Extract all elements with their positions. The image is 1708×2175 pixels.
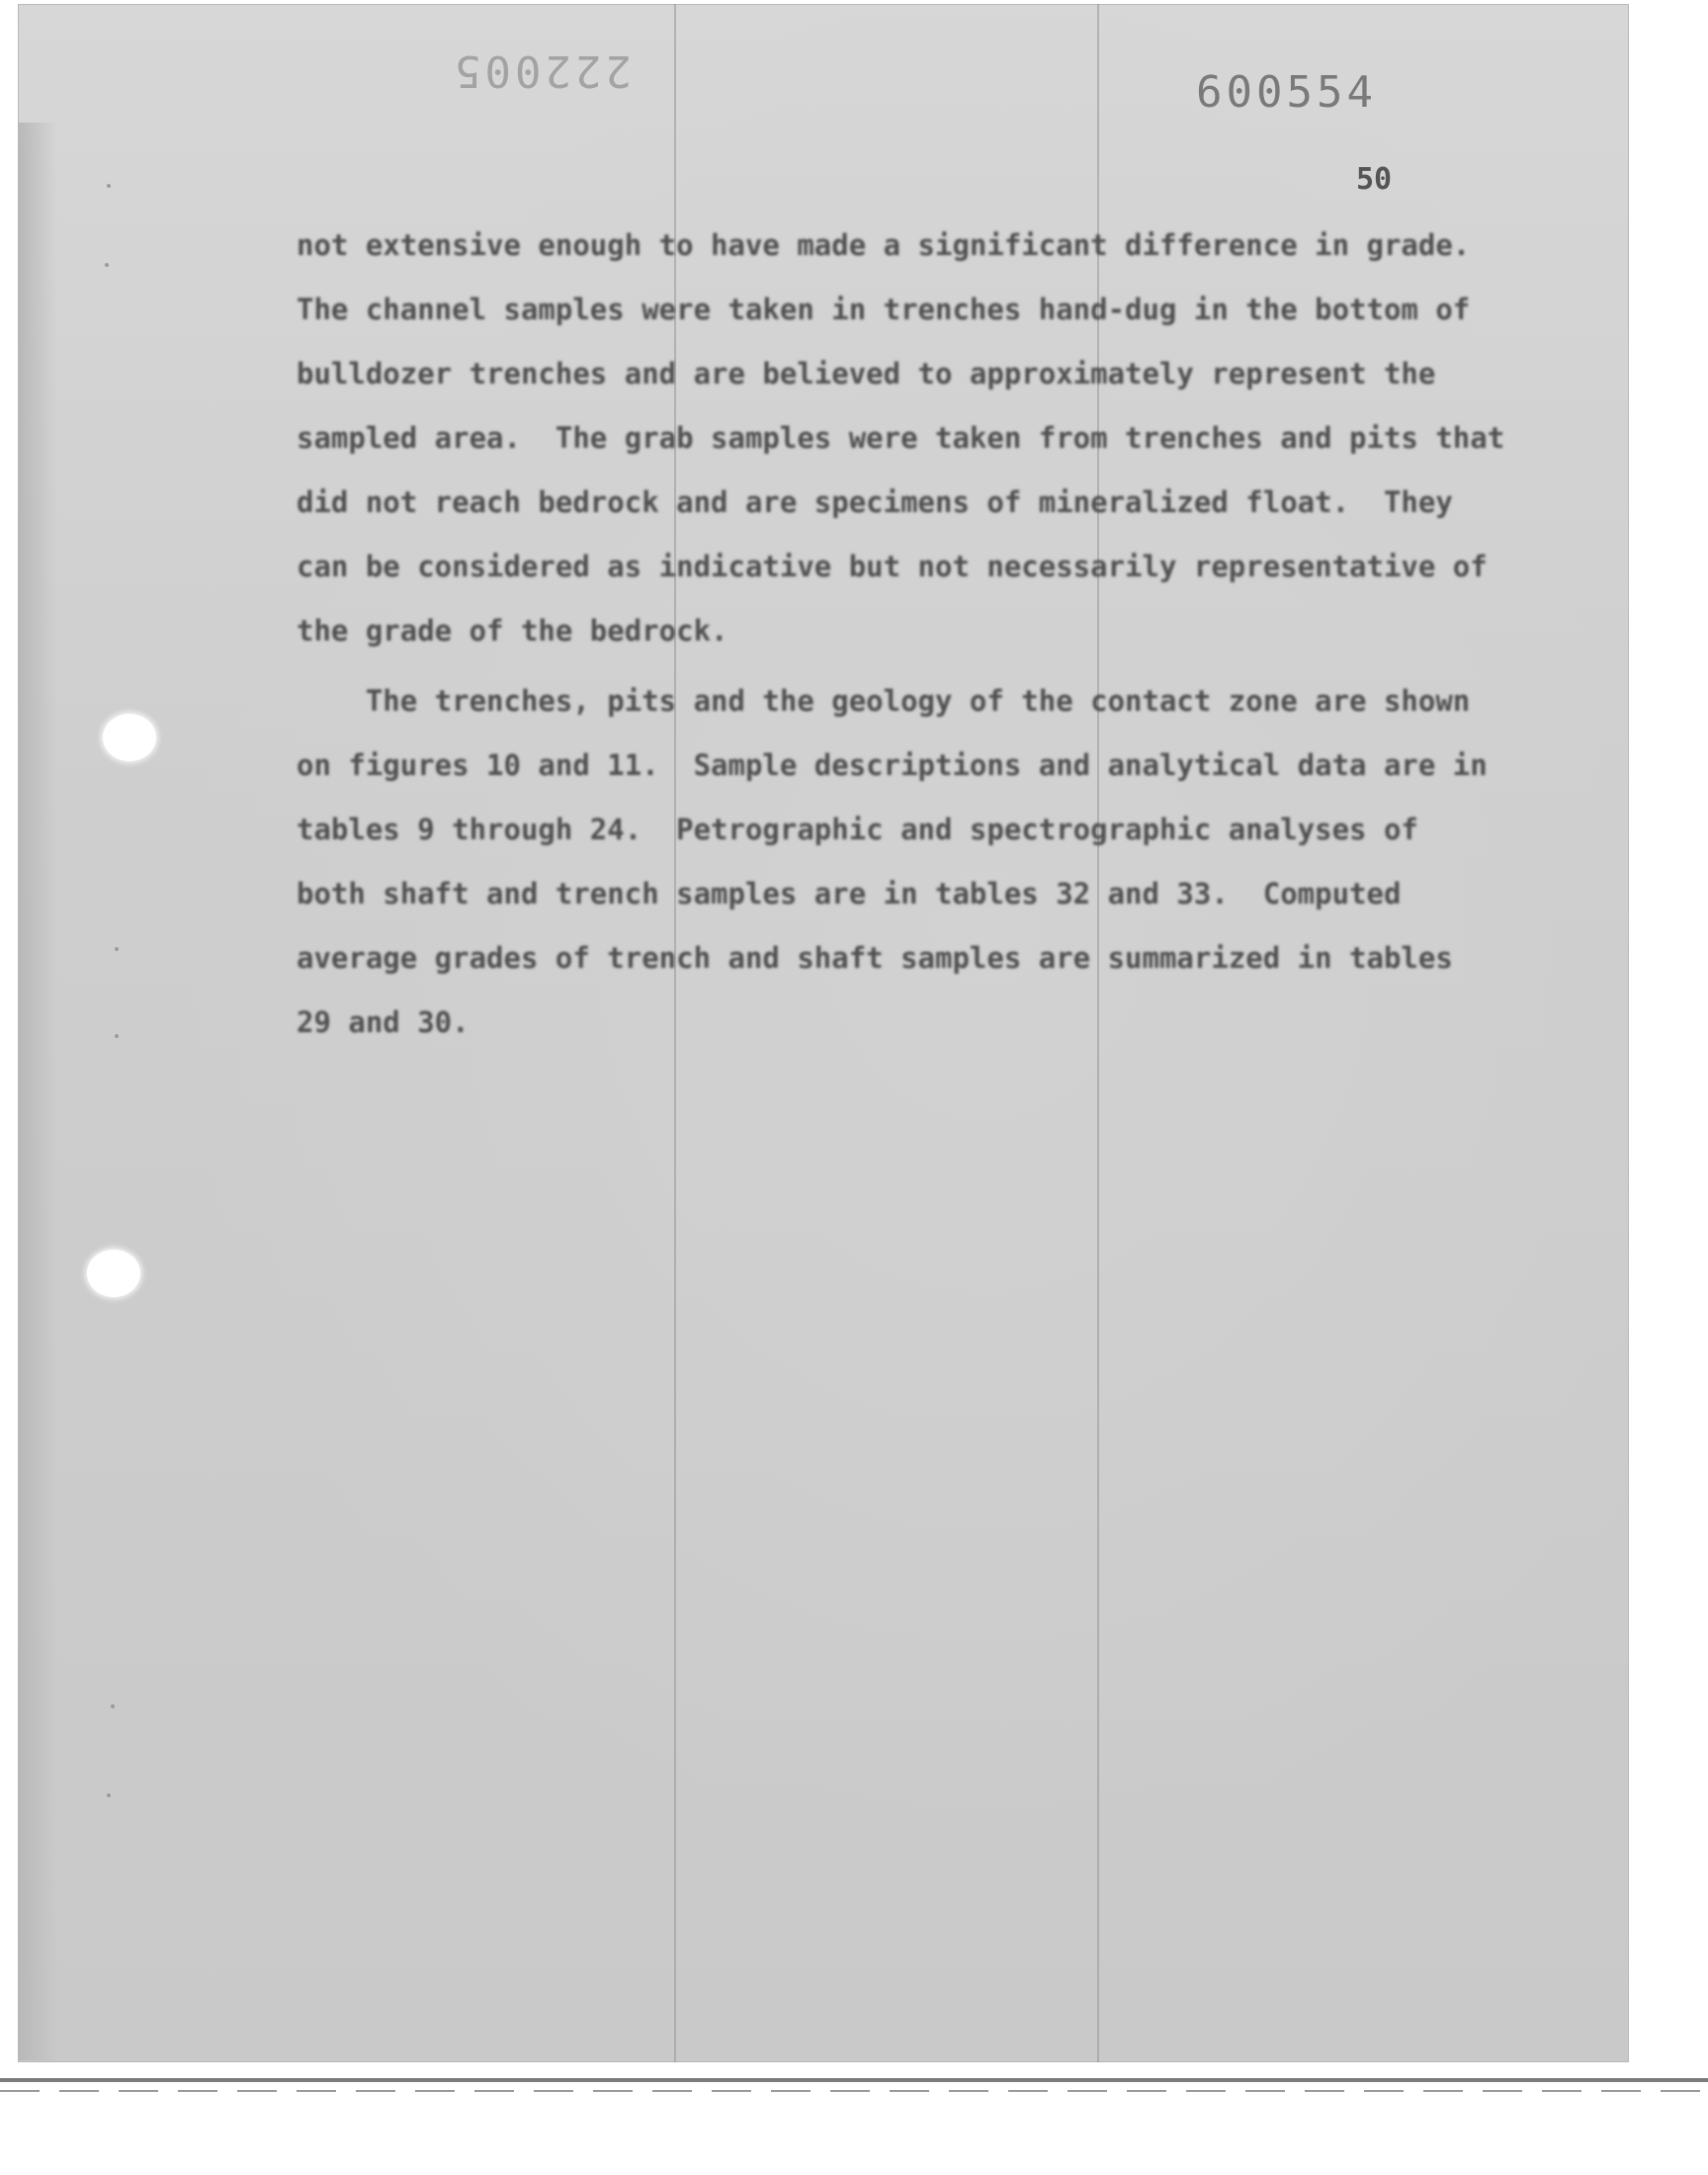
scan-speck xyxy=(107,1793,111,1797)
text-line: did not reach bedrock and are specimens of mineralized float. They xyxy=(297,485,1453,519)
scan-speck xyxy=(107,184,111,188)
scan-speck xyxy=(111,1704,115,1708)
document-stamp-mirrored: 222005 xyxy=(451,45,632,96)
text-line: The channel samples were taken in trenches hand-dug in the bottom of xyxy=(297,293,1471,326)
text-line: not extensive enough to have made a significant difference in grade. xyxy=(297,228,1471,262)
text-line: sampled area. The grab samples were taken from trenches and pits that xyxy=(297,421,1505,455)
text-line: the grade of the bedrock. xyxy=(297,614,728,648)
scan-speck xyxy=(115,1034,119,1038)
scanner-bottom-edge-faint xyxy=(0,2090,1708,2092)
text-line: 29 and 30. xyxy=(297,1005,470,1039)
page-number: 50 xyxy=(1356,162,1393,197)
punch-hole xyxy=(87,1250,140,1297)
page-edge-shadow xyxy=(18,123,57,2060)
text-line: both shaft and trench samples are in tables 32 and 33. Computed xyxy=(297,877,1402,911)
text-line: on figures 10 and 11. Sample descriptions and analytical data are in xyxy=(297,748,1488,782)
text-line: tables 9 through 24. Petrographic and spectrographic analyses of xyxy=(297,813,1418,846)
scan-speck xyxy=(105,263,109,267)
document-stamp: 600554 xyxy=(1196,67,1377,118)
body-text xyxy=(297,214,1505,1055)
scan-speck xyxy=(115,947,119,951)
punch-hole xyxy=(103,714,156,761)
paragraph xyxy=(297,669,1488,1055)
text-line: The trenches, pits and the geology of the contact zone are shown xyxy=(297,684,1471,718)
scanner-bottom-edge xyxy=(0,2078,1708,2082)
text-line: bulldozer trenches and are believed to approximately represent the xyxy=(297,357,1436,391)
text-line: can be considered as indicative but not necessarily representative of xyxy=(297,550,1488,583)
text-line: average grades of trench and shaft samples are summarized in tables xyxy=(297,941,1453,975)
paragraph xyxy=(297,214,1505,663)
